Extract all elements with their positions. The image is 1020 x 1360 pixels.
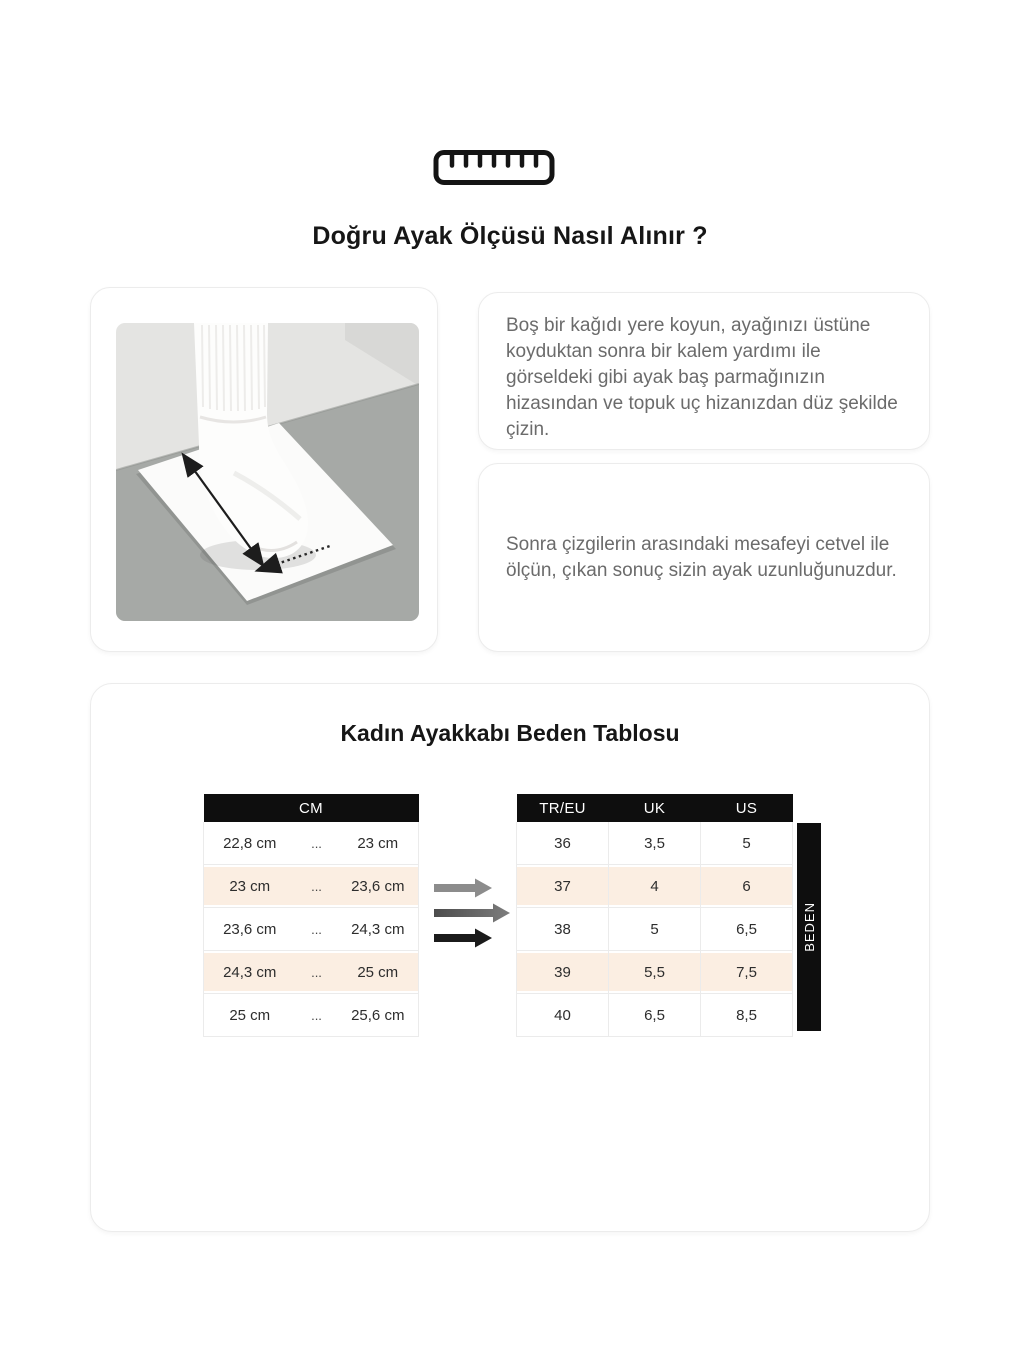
cm-separator: ... (296, 994, 338, 1037)
cm-from: 24,3 cm (204, 951, 296, 994)
table-row (517, 822, 793, 865)
beden-side-label (797, 823, 821, 1031)
table-row (517, 865, 793, 908)
size-uk: 6,5 (609, 994, 701, 1037)
cm-from: 22,8 cm (204, 822, 296, 865)
table-row (204, 994, 419, 1037)
table-row (517, 994, 793, 1037)
size-us: 8,5 (701, 994, 793, 1037)
cm-to: 23,6 cm (338, 865, 419, 908)
size-us: 5 (701, 822, 793, 865)
table-row (204, 865, 419, 908)
cm-table (203, 794, 419, 1037)
size-uk: 4 (609, 865, 701, 908)
table-row (517, 908, 793, 951)
size-tr-eu: 39 (517, 951, 609, 994)
size-tr-eu: 37 (517, 865, 609, 908)
cm-from: 25 cm (204, 994, 296, 1037)
cm-to: 23 cm (338, 822, 419, 865)
foot-measurement-card (90, 287, 438, 652)
beden-side-label-text: BEDEN (801, 902, 817, 952)
cm-table-header: CM (204, 794, 419, 822)
cm-separator: ... (296, 822, 338, 865)
cm-from: 23,6 cm (204, 908, 296, 951)
table-row (204, 822, 419, 865)
cm-to: 25,6 cm (338, 994, 419, 1037)
cm-to: 25 cm (338, 951, 419, 994)
size-tr-eu: 38 (517, 908, 609, 951)
cm-separator: ... (296, 865, 338, 908)
table-row (517, 951, 793, 994)
cm-to: 24,3 cm (338, 908, 419, 951)
table-row (204, 908, 419, 951)
table-row (204, 951, 419, 994)
foot-measurement-photo (116, 323, 419, 621)
size-conversion-table (516, 794, 793, 1037)
size-uk: 5,5 (609, 951, 701, 994)
col-header-us: US (701, 794, 793, 822)
col-header-tr-eu: TR/EU (517, 794, 609, 822)
size-uk: 3,5 (609, 822, 701, 865)
instruction-step-1-text: Boş bir kağıdı yere koyun, ayağınızı üstüne koyduktan sonra bir kalem yardımı ile görseldeki gibi ayak baş parmağınızın hizasından ve topuk uç hizanızdan düz şekilde çizin. (506, 315, 898, 440)
size-table-section (90, 683, 930, 1232)
size-tr-eu: 40 (517, 994, 609, 1037)
col-header-uk: UK (609, 794, 701, 822)
ruler-icon (433, 149, 555, 186)
cm-from: 23 cm (204, 865, 296, 908)
cm-separator: ... (296, 951, 338, 994)
size-tr-eu: 36 (517, 822, 609, 865)
instruction-step-2-text: Sonra çizgilerin arasındaki mesafeyi cetvel ile ölçün, çıkan sonuç sizin ayak uzunluğunuzdur. (506, 533, 897, 581)
size-us: 7,5 (701, 951, 793, 994)
conversion-arrows-icon (431, 873, 513, 955)
size-uk: 5 (609, 908, 701, 951)
instruction-step-1 (478, 292, 930, 450)
size-us: 6,5 (701, 908, 793, 951)
page-title: Doğru Ayak Ölçüsü Nasıl Alınır ? (312, 222, 708, 250)
instruction-step-2 (478, 463, 930, 652)
size-us: 6 (701, 865, 793, 908)
size-table-title: Kadın Ayakkabı Beden Tablosu (340, 720, 680, 746)
cm-separator: ... (296, 908, 338, 951)
